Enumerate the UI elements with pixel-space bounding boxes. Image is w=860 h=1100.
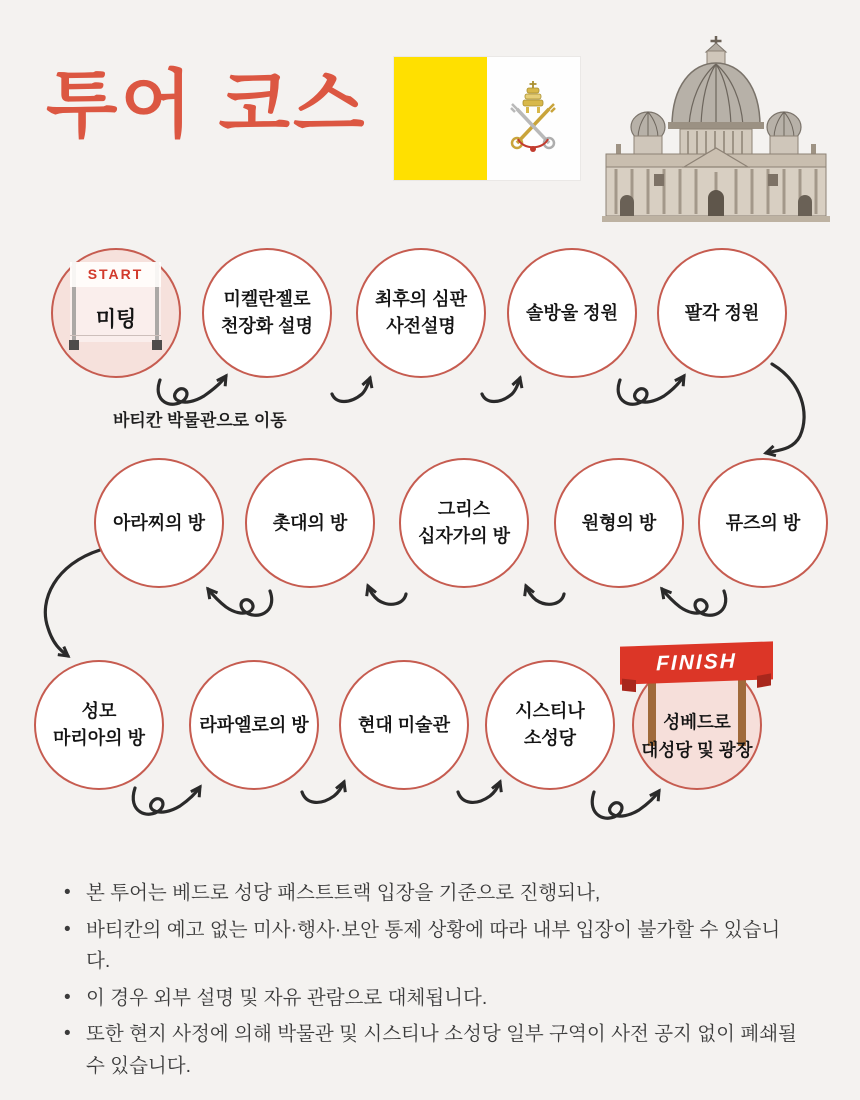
papal-keys-emblem-icon [501,79,565,157]
vatican-flag-icon [394,57,580,180]
stop-label: 솔방울 정원 [526,302,618,323]
stop-raphael-rooms [189,660,319,790]
note-item: • 또한 현지 사정에 의해 박물관 및 시스티나 소성당 일부 구역이 사전 공지 없이 폐쇄될 수 있습니다. [62,1019,804,1082]
stop-pinecone-garden [507,248,637,378]
page-title: 투어 코스 [46,63,368,146]
route-arrow [458,782,500,802]
stop-muses-room [698,458,828,588]
stop-label: 뮤즈의 방 [725,512,801,533]
finish-banner [620,644,773,682]
stop-label: 시스티나 소성당 [515,701,585,748]
st-peters-basilica-illustration [596,32,836,222]
stop-label: 그리스 십자가의 방 [418,499,510,546]
route-arrow [592,791,659,818]
finish-banner-label: FINISH [620,641,773,684]
stop-label: 최후의 심판 사전설명 [375,289,467,336]
note-item: • 바티칸의 예고 없는 미사·행사·보안 통제 상황에 따라 내부 입장이 불가할 수 있습니다. [62,915,804,978]
stop-label: 성모 마리아의 방 [53,701,145,748]
route-arrow [526,586,564,604]
notes-list [62,878,804,1087]
route-arrow [332,378,370,402]
start-banner-label: START [70,262,161,287]
stop-label: 팔각 정원 [684,302,760,323]
stop-label: 미켈란젤로 천장화 설명 [221,289,313,336]
route-arrow [208,589,272,615]
stop-modern-art-gallery [339,660,469,790]
stop-sistine-chapel [485,660,615,790]
route-arrow [766,364,804,453]
route-arrow [662,589,726,615]
stop-greek-cross-room [399,458,529,588]
flag-white-half [487,57,580,180]
stop-michelangelo-ceiling [202,248,332,378]
stop-label: 현대 미술관 [358,714,450,735]
stop-label: 미팅 [95,308,137,332]
stop-last-judgment-briefing [356,248,486,378]
route-arrow [618,376,684,404]
flag-yellow-half [394,57,487,180]
stop-label: 라파엘로의 방 [199,714,309,735]
stop-virgin-mary-room [34,660,164,790]
stop-round-room [554,458,684,588]
route-arrow [302,782,344,802]
stop-candelabra-room [245,458,375,588]
route-arrow [45,550,100,656]
stop-label: 아라찌의 방 [113,512,205,533]
transfer-note: 바티칸 박물관으로 이동 [113,411,287,430]
stop-octagonal-garden [657,248,787,378]
route-arrow [133,787,200,814]
route-arrow [158,376,226,404]
stop-finish-st-peters [632,649,762,790]
stop-start-meeting [51,248,181,378]
route-arrow [368,586,406,604]
note-item: • 이 경우 외부 설명 및 자유 관람으로 대체됩니다. [62,983,804,1015]
route-arrow [482,378,520,402]
note-item: • 본 투어는 베드로 성당 패스트트랙 입장을 기준으로 진행되나, [62,878,804,910]
stop-label: 원형의 방 [581,512,657,533]
stop-label: 성베드로 대성당 및 광장 [641,712,753,760]
stop-arazzi-room [94,458,224,588]
stop-label: 촛대의 방 [272,512,348,533]
